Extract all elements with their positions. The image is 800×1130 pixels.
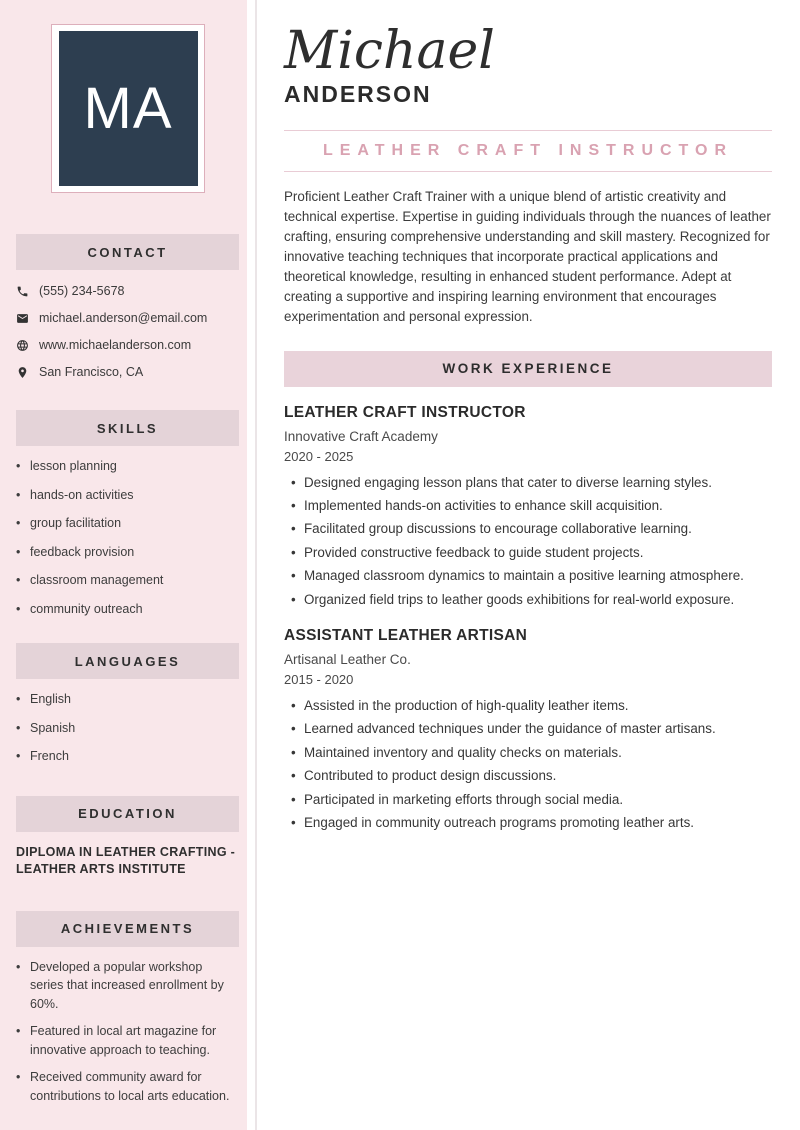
- contact-section-header: [16, 234, 239, 270]
- profile-summary: Proficient Leather Craft Trainer with a unique blend of artistic creativity and technical expertise. Expertise in guiding individuals through the nuances of leather crafting, ensuring comprehensive understanding and skill mastery. Recognized for innovative teaching techniques that incorporate practical applications and theoretical knowledge, resulting in enhanced student performance. Adept at creating a supportive and inspiring learning environment that encourages experimentation and personal expression.: [284, 188, 771, 324]
- job-bullet: • Participated in marketing efforts through social media.: [291, 793, 772, 806]
- skills-section-header: [16, 410, 239, 446]
- job-dates: 2020 - 2025: [284, 448, 354, 464]
- achievement-item: • Developed a popular workshop series that increased enrollment by 60%.: [16, 958, 239, 1014]
- skill-item: • classroom management: [16, 571, 239, 590]
- job-bullet-list: [291, 699, 772, 829]
- skill-item: • lesson planning: [16, 457, 239, 476]
- education-section-title: EDUCATION: [78, 806, 177, 821]
- globe-icon: [16, 339, 29, 352]
- job-bullet: • Implemented hands-on activities to enhance skill acquisition.: [291, 499, 772, 512]
- job-title-band: [284, 130, 772, 172]
- job-bullet: • Managed classroom dynamics to maintain a positive learning atmosphere.: [291, 569, 772, 582]
- contact-row-email: [16, 311, 239, 325]
- languages-section-header: [16, 643, 239, 679]
- contact-row-website: [16, 338, 239, 352]
- avatar: [51, 24, 205, 193]
- job-bullet: • Designed engaging lesson plans that cater to diverse learning styles.: [291, 476, 772, 489]
- language-item: • French: [16, 747, 239, 766]
- job-dates: 2015 - 2020: [284, 672, 354, 688]
- contact-row-phone: [16, 284, 239, 298]
- job-bullet: • Assisted in the production of high-quality leather items.: [291, 699, 772, 712]
- languages-list: [16, 690, 239, 766]
- skills-section-title: SKILLS: [96, 420, 159, 436]
- contact-section-title: CONTACT: [87, 244, 168, 260]
- achievements-section-header: [16, 911, 239, 947]
- education-section-header: [16, 796, 239, 832]
- job-bullet: • Provided constructive feedback to guide student projects.: [291, 546, 772, 559]
- achievements-section-title: ACHIEVEMENTS: [60, 921, 195, 936]
- last-name: ANDERSON: [284, 80, 432, 107]
- skill-item: • hands-on activities: [16, 486, 239, 505]
- contact-email: michael.anderson@email.com: [39, 311, 208, 325]
- job-bullet: • Maintained inventory and quality checks on materials.: [291, 746, 772, 759]
- job-entry-1: [284, 404, 772, 606]
- contact-list: [16, 284, 239, 379]
- job-bullet: • Organized field trips to leather goods exhibitions for real-world exposure.: [291, 593, 772, 606]
- avatar-initials: MA: [59, 31, 198, 186]
- work-experience-section-title: WORK EXPERIENCE: [442, 361, 614, 377]
- achievement-item: • Featured in local art magazine for innovative approach to teaching.: [16, 1022, 239, 1059]
- job-company: Innovative Craft Academy: [284, 428, 438, 444]
- phone-icon: [16, 285, 29, 298]
- job-bullet: • Engaged in community outreach programs promoting leather arts.: [291, 816, 772, 829]
- skills-list: [16, 457, 239, 618]
- job-role: ASSISTANT LEATHER ARTISAN: [284, 627, 528, 645]
- job-bullet: • Contributed to product design discussions.: [291, 769, 772, 782]
- location-icon: [16, 366, 29, 379]
- job-bullet: • Facilitated group discussions to encourage collaborative learning.: [291, 522, 772, 535]
- page-title: LEATHER CRAFT INSTRUCTOR: [322, 141, 734, 159]
- languages-section-title: LANGUAGES: [74, 653, 181, 669]
- mail-icon: [16, 312, 29, 325]
- contact-website: www.michaelanderson.com: [39, 338, 192, 352]
- first-name: Michael: [284, 21, 495, 81]
- main-column: [257, 0, 800, 1130]
- job-entry-2: [284, 627, 772, 829]
- contact-location: San Francisco, CA: [39, 365, 144, 379]
- achievement-item: • Received community award for contributions to local arts education.: [16, 1068, 239, 1105]
- achievements-list: [16, 958, 239, 1106]
- job-bullet-list: [291, 476, 772, 606]
- contact-row-location: [16, 365, 239, 379]
- language-item: • Spanish: [16, 719, 239, 738]
- language-item: • English: [16, 690, 239, 709]
- job-company: Artisanal Leather Co.: [284, 652, 411, 668]
- sidebar: [0, 0, 247, 1130]
- work-experience-section-header: [284, 351, 772, 387]
- contact-phone: (555) 234-5678: [39, 284, 125, 298]
- skill-item: • community outreach: [16, 600, 239, 619]
- job-role: LEATHER CRAFT INSTRUCTOR: [284, 403, 526, 421]
- education-entry: DIPLOMA IN LEATHER CRAFTING - LEATHER ARTS INSTITUTE: [16, 844, 236, 876]
- skill-item: • group facilitation: [16, 514, 239, 533]
- skill-item: • feedback provision: [16, 543, 239, 562]
- job-bullet: • Learned advanced techniques under the guidance of master artisans.: [291, 722, 772, 735]
